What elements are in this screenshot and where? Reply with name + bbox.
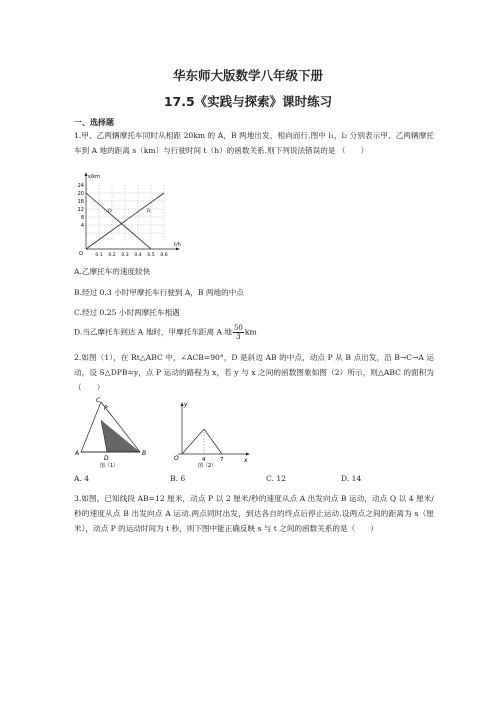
question-2-option-a: A. 4 bbox=[74, 474, 90, 483]
x-tick-label: 7 bbox=[220, 457, 224, 463]
question-3-stem: 3.如图，已知线段 AB=12 厘米，动点 P 以 2 厘米/秒的速度从点 A 出发向点 B 运动，动点 Q 以 4 厘米/秒的速度从点 B 出发向点 A 运动.两点同时出发，到达各自的终点后停止运动.设两点之间的距离为 s（厘米），动点 P 的运动时间为 t 秒，则下图中能正确反映 s 与 t 之间的函数关系的是（ ） bbox=[74, 494, 434, 533]
y-axis-label: s/km bbox=[88, 174, 101, 180]
x-tick-label: 0.5 bbox=[147, 253, 155, 258]
option-d-unit: km bbox=[244, 327, 257, 337]
option-d-text: D.当乙摩托车到达 A 地时，甲摩托车距离 A 地 bbox=[74, 327, 232, 337]
figure-2-caption: 图（2） bbox=[198, 463, 217, 469]
label-d: D bbox=[104, 455, 109, 462]
label-p: P bbox=[104, 405, 108, 412]
shaded-triangle-dpb bbox=[101, 420, 140, 452]
x-tick-label: 0.4 bbox=[134, 253, 142, 258]
y-tick-label: 12 bbox=[77, 207, 84, 213]
line-l1-label: l₁ bbox=[147, 208, 151, 214]
x-tick-label: 0.2 bbox=[108, 253, 116, 258]
question-1-option-a: A.乙摩托车的速度较快 bbox=[74, 267, 151, 276]
question-1-graph bbox=[74, 170, 186, 260]
label-a: A bbox=[75, 450, 80, 457]
y-axis-label: y bbox=[184, 401, 188, 408]
origin-label: O bbox=[79, 251, 83, 257]
x-tick-label: 0.1 bbox=[95, 253, 103, 258]
y-tick-label: 8 bbox=[80, 215, 84, 221]
label-b: B bbox=[142, 450, 147, 457]
x-tick-label: 0.6 bbox=[160, 253, 168, 258]
question-1-option-d bbox=[74, 324, 257, 341]
section-heading: 一、选择题 bbox=[74, 118, 114, 127]
question-2-option-c: C. 12 bbox=[266, 474, 287, 483]
question-2-figure-1 bbox=[74, 394, 154, 470]
y-tick-label: 16 bbox=[77, 199, 84, 205]
question-1-stem: 1.甲、乙两辆摩托车同时从相距 20km 的 A，B 两地出发，相向而行.图中 l₁，l₂ 分别表示甲、乙两辆摩托车到 A 地的距离 s（km）与行驶时间 t（h）的函数关系.则下列说法错误的是 （ ） bbox=[74, 131, 434, 155]
x-axis-label: t/h bbox=[174, 242, 181, 248]
line-l2 bbox=[86, 193, 151, 249]
figure-1-caption: 图（1） bbox=[100, 463, 119, 469]
question-2-figure-2 bbox=[172, 394, 262, 470]
origin-label: O bbox=[174, 455, 179, 462]
document-subtitle: 17.5《实践与探索》课时练习 bbox=[163, 94, 333, 109]
document-title: 华东师大版数学八年级下册 bbox=[172, 68, 323, 83]
x-axis-label: x bbox=[244, 457, 248, 464]
y-tick-label: 24 bbox=[77, 183, 84, 189]
question-1-option-b: B.经过 0.3 小时甲摩托车行驶到 A，B 两地的中点 bbox=[74, 288, 244, 297]
fraction-50-over-3: $\frac{50}{3}$ bbox=[233, 324, 243, 341]
y-tick-label: 4 bbox=[80, 223, 84, 229]
question-2-option-b: B. 6 bbox=[170, 474, 186, 483]
x-tick-label: 4 bbox=[202, 457, 206, 463]
x-axis-arrow bbox=[246, 453, 250, 456]
question-2-option-d: D. 14 bbox=[341, 474, 362, 483]
function-graph bbox=[182, 429, 222, 454]
question-2-stem: 2.如图（1），在 Rt△ABC 中，∠ACB=90°，D 是斜边 AB 的中点，动点 P 从 B 点出发，沿 B→C→A 运动，设 S△DPB=y，点 P 运动的路程为 x，若 y 与 x 之间的函数图象如图（2）所示，则△ABC 的面积为（ ） bbox=[74, 353, 434, 392]
line-l2-label: l₂ bbox=[108, 208, 112, 214]
y-tick-label: 20 bbox=[77, 191, 84, 197]
question-1-option-c: C.经过 0.25 小时两摩托车相遇 bbox=[74, 308, 180, 317]
x-tick-label: 0.3 bbox=[121, 253, 129, 258]
label-c: C bbox=[96, 397, 101, 404]
